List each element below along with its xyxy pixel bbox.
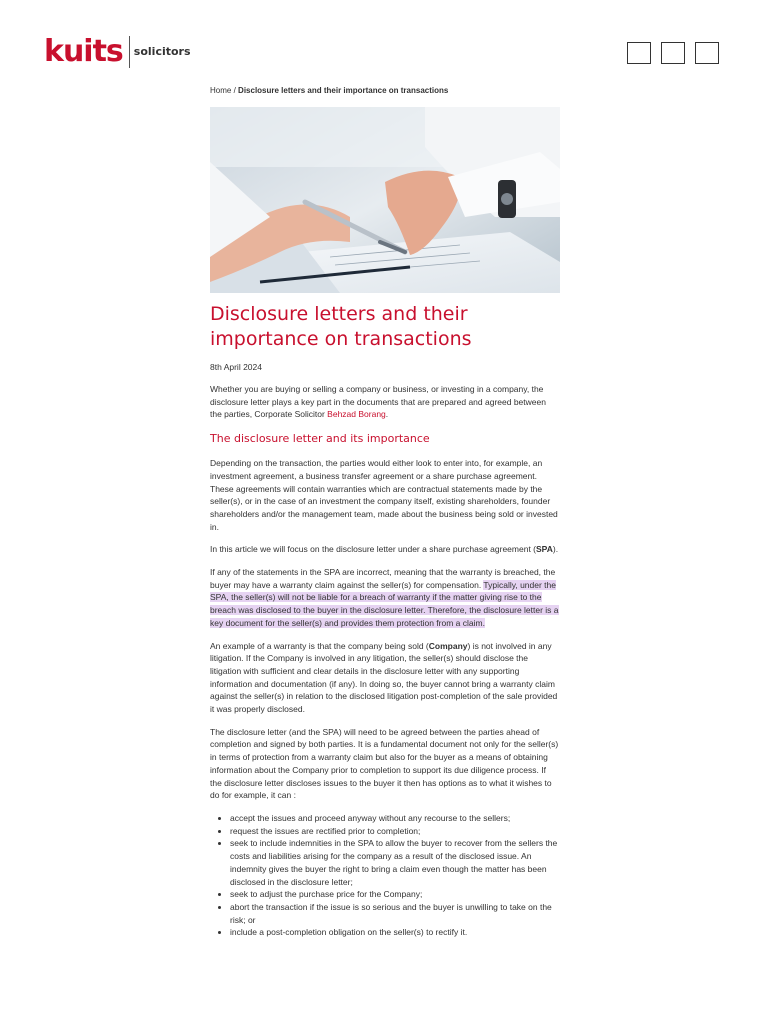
- company-term: Company: [428, 640, 468, 651]
- author-link[interactable]: Behzad Borang: [327, 409, 386, 420]
- list-item: • abort the transaction if the issue is so serious and the buyer is unwilling to take on the risk; or: [230, 901, 560, 926]
- spa-text-end: ).: [552, 544, 559, 555]
- article-title: Disclosure letters and their importance on transactions: [210, 303, 472, 350]
- intro-paragraph: [210, 383, 560, 421]
- intro-text: Whether you are buying or selling a company or business, or investing in a company, the disclosure letter plays a key part in the documents that are prepared and agreed between the parties, Corporate Solicitor: [210, 384, 546, 420]
- example-text-end: ) is not involved in any litigation. If the Company is involved in any litigation, the seller(s) should disclose the litigation with sufficient and clear details in the disclosure letter with any supporting information and documentation (if any). In doing so, the buyer cannot bring a warranty claim against the seller(s) in relation to the disclosed litigation post-completion of the sale provided it was properly disclosed.: [210, 640, 558, 715]
- example-text-start: An example of a warranty is that the company being sold (: [210, 640, 429, 651]
- highlighted-text: Typically, under the SPA, the seller(s) will not be liable for a breach of warranty if the matter giving rise to the breach was disclosed to the buyer in the disclosure letter. Therefore, the disclosure letter is a key document for the seller(s) and provides them protection from a claim.: [210, 579, 559, 628]
- article-body: [210, 383, 560, 939]
- paragraph-agreements: Depending on the transaction, the parties would either look to enter into, for example, an investment agreement, a business transfer agreement or a share purchase agreement. These agreements will contain warranties which are contractual statements made by the seller(s), or in the case of an investment the company itself, existing shareholders, founder shareholders and/or the management team, made about the business being sold or invested in.: [210, 458, 558, 532]
- hero-illustration: [210, 107, 560, 293]
- list-item: • seek to include indemnities in the SPA to allow the buyer to recover from the sellers the costs and liabilities arising for the company as a result of the disclosed issue. An indemnity gives the buyer the right to bring a claim even though the matter has been disclosed in the disclosure letter;: [230, 837, 560, 888]
- list-item: • seek to adjust the purchase price for the Company;: [230, 888, 560, 901]
- breadcrumb-home-link[interactable]: Home: [210, 86, 232, 95]
- article-date: 8th April 2024: [210, 362, 262, 372]
- paragraph-example: [210, 640, 560, 716]
- spa-term: SPA: [536, 544, 553, 555]
- logo-suffix: solicitors: [133, 45, 191, 58]
- paragraph-spa: [210, 543, 560, 556]
- buyer-options-list: [210, 812, 560, 939]
- logo-wordmark: kuits: [44, 34, 123, 69]
- kuits-logo[interactable]: [44, 36, 191, 68]
- spa-text-start: In this article we will focus on the disclosure letter under a share purchase agreement (: [210, 544, 536, 555]
- breadcrumb-separator: /: [233, 86, 236, 95]
- list-item: • request the issues are rectified prior to completion;: [230, 825, 560, 838]
- list-item: • accept the issues and proceed anyway without any recourse to the sellers;: [230, 812, 560, 825]
- warranty-claim-text: If any of the statements in the SPA are incorrect, meaning that the warranty is breached, the buyer may have a warranty claim against the seller(s) for compensation.: [210, 567, 556, 590]
- breadcrumb-current: Disclosure letters and their importance on transactions: [238, 86, 449, 95]
- search-button[interactable]: [627, 42, 651, 64]
- menu-button[interactable]: [695, 42, 719, 64]
- contact-button[interactable]: [661, 42, 685, 64]
- intro-end: .: [385, 409, 389, 420]
- paragraph-agreement-process: The disclosure letter (and the SPA) will need to be agreed between the parties ahead of completion and signed by both parties. It is a fundamental document not only for the seller(s) in terms of protection from a warranty claim but also for the buyer as a means of obtaining information about the Company prior to completion to support its due diligence process. If the disclosure letter discloses issues to the buyer it then has options as to what it wishes to do for example, it can :: [210, 726, 559, 801]
- logo-divider: [129, 36, 130, 68]
- breadcrumb: [210, 86, 448, 95]
- section-heading: The disclosure letter and its importance: [210, 432, 430, 446]
- hero-image: [210, 107, 560, 293]
- paragraph-warranty-claim: [210, 566, 560, 630]
- header-actions: [627, 42, 719, 64]
- list-item: • include a post-completion obligation on the seller(s) to rectify it.: [230, 926, 560, 939]
